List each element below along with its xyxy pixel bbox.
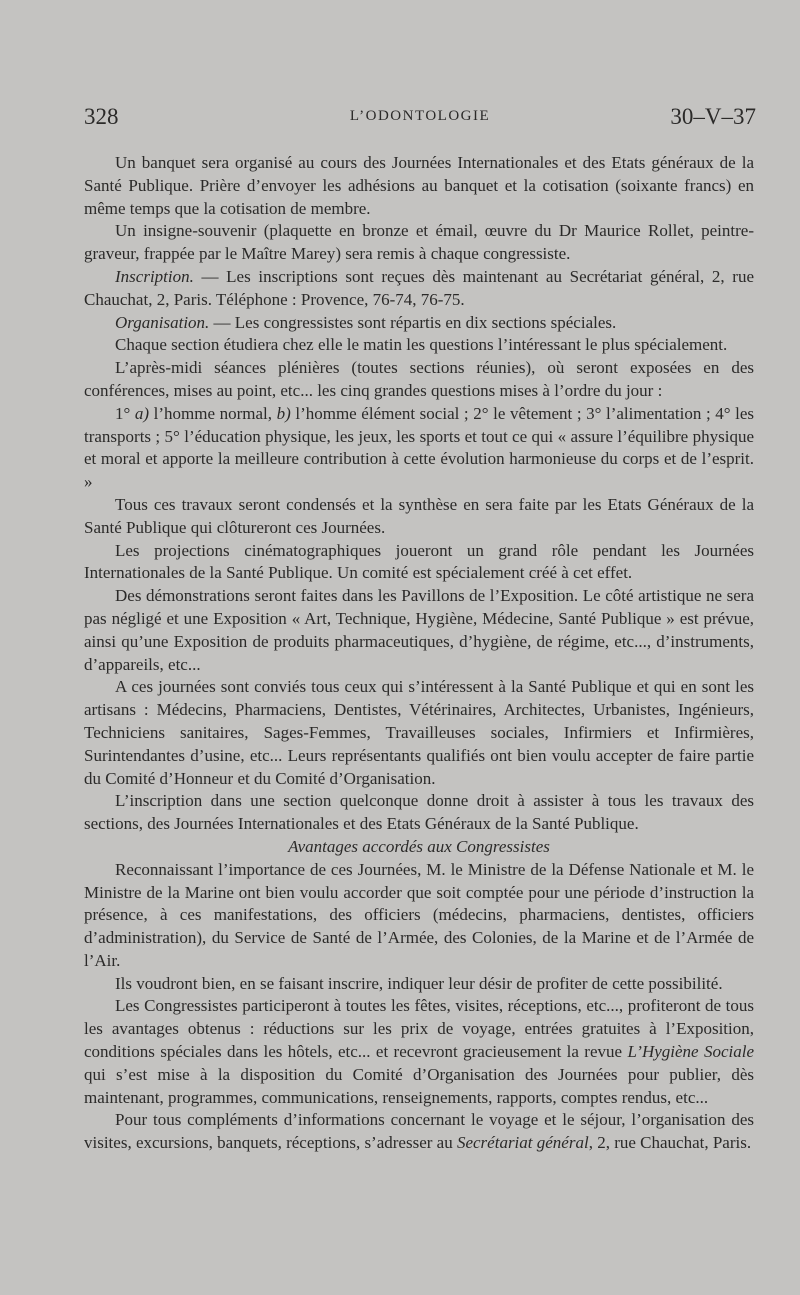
questions-text-3: l’homme élément social ; 2° le vêtement ; 3° l’alimentation ; 4° les transports ; 5° l’éducation physique, les jeux, les sports et tout ce qui « assure l’équilibre physique et moral et apporte la meilleure contribution à cette évolution harmonieuse du corps et de l’esprit. » [84,403,755,492]
paragraph-banquet: Un banquet sera organisé au cours des Journées Internationales et des Etats généraux de la Santé Publique. Prière d’envoyer les adhésions au banquet et la cotisation (soixante francs) en même temps que la cotisation de membre. [84,153,754,218]
running-title: L’ODONTOLOGIE [349,108,491,124]
issue-date: 30–V–37 [670,104,756,129]
questions-label-a: a) [134,403,150,423]
journal-title: L’Hygiène Sociale [627,1042,754,1062]
questions-text-2: l’homme normal, [149,403,277,423]
paragraph-possibilite: Ils voudront bien, en se faisant inscrire, indiquer leur désir de profiter de cette possibilité. [115,973,723,993]
informations-text-2: , 2, rue Chauchat, Paris. [588,1133,752,1153]
paragraph-invites: A ces journées sont conviés tous ceux qui s’intéressent à la Santé Publique et qui en sont les artisans : Médecins, Pharmaciens, Dentistes, Vétérinaires, Architectes, Urbanistes, Ingénieurs, Techniciens sanitaires, Sages-Femmes, Travailleuses sociales, Infirmiers et Infirmières, Surintendantes d’usine, etc... Leurs représentants qualifiés ont bien voulu accepter de faire partie du Comité d’Honneur et du Comité d’Organisation. [84,677,754,788]
article-body [84,152,754,1155]
section-subheading: Avantages accordés aux Congressistes [288,836,550,856]
avantages-text-1: Les Congressistes participeront à toutes les fêtes, visites, réceptions, etc..., profiteront de tous les avantages obtenus : réductions sur les prix de voyage, entrées gratuites à l’Exposition, conditions spéciales dans les hôtels, etc... et recevront gracieusement la revue [84,996,754,1062]
questions-text-1: 1° [115,403,135,423]
inscription-label: Inscription. [115,266,194,286]
paragraph-sections: Chaque section étudiera chez elle le matin les questions l’intéressant le plus spécialement. [115,335,728,355]
paragraph-inscription-droit: L’inscription dans une section quelconque donne droit à assister à tous les travaux des sections, des Journées Internationales et des Etats Généraux de la Santé Publique. [84,791,754,834]
paragraph-insigne: Un insigne-souvenir (plaquette en bronze et émail, œuvre du Dr Maurice Rollet, peintre-graveur, frappée par le Maître Marey) sera remis à chaque congressiste. [84,221,754,264]
paragraph-questions [84,403,754,494]
informations-text-1: Pour tous compléments d’informations concernant le voyage et le séjour, l’organisation des visites, excursions, banquets, réceptions, s’adresser au [84,1110,754,1153]
questions-label-b: b) [276,403,291,423]
paragraph-organisation [84,312,754,335]
paragraph-informations [84,1109,754,1155]
paragraph-avantages [84,995,754,1109]
paragraph-demonstrations: Des démonstrations seront faites dans les Pavillons de l’Exposition. Le côté artistique ne sera pas négligé et une Exposition « Art, Technique, Hygiène, Médecine, Santé Publique » est prévue, ainsi qu’une Exposition de produits pharmaceutiques, d’hygiène, de régime, etc..., d’instruments, d’appareils, etc... [84,586,754,674]
paragraph-inscription [84,266,754,312]
avantages-text-2: qui s’est mise à la disposition du Comité d’Organisation des Journées pour publier, dès maintenant, programmes, communications, renseignements, rapports, comptes rendus, etc... [84,1064,754,1107]
organisation-text: — Les congressistes sont répartis en dix sections spéciales. [209,312,617,332]
paragraph-synthese: Tous ces travaux seront condensés et la synthèse en sera faite par les Etats Généraux de la Santé Publique qui clôtureront ces Journées. [84,494,754,537]
paragraph-projections: Les projections cinématographiques joueront un grand rôle pendant les Journées Internationales de la Santé Publique. Un comité est spécialement créé à cet effet. [84,540,754,583]
page-number: 328 [84,104,119,129]
paragraph-ministres: Reconnaissant l’importance de ces Journées, M. le Ministre de la Défense Nationale et M. le Ministre de la Marine ont bien voulu accorder que soit comptée pour une période d’instruction la présence, à ces manifestations, des officiers (médecins, pharmaciens, dentistes, officiers d’administration), du Service de Santé de l’Armée, des Colonies, de la Marine et de l’Armée de l’Air. [84,859,754,970]
organisation-label: Organisation. [115,312,210,332]
inscription-text: — Les inscriptions sont reçues dès maintenant au Secrétariat général, 2, rue Chauchat, 2, Paris. Téléphone : Provence, 76-74, 76-75. [84,266,754,309]
secretariat-label: Secrétariat général [456,1133,589,1153]
paragraph-seances: L’après-midi séances plénières (toutes sections réunies), où seront exposées en des conférences, mises au point, etc... les cinq grandes questions mises à l’ordre du jour : [84,358,754,400]
page-header [84,104,756,134]
